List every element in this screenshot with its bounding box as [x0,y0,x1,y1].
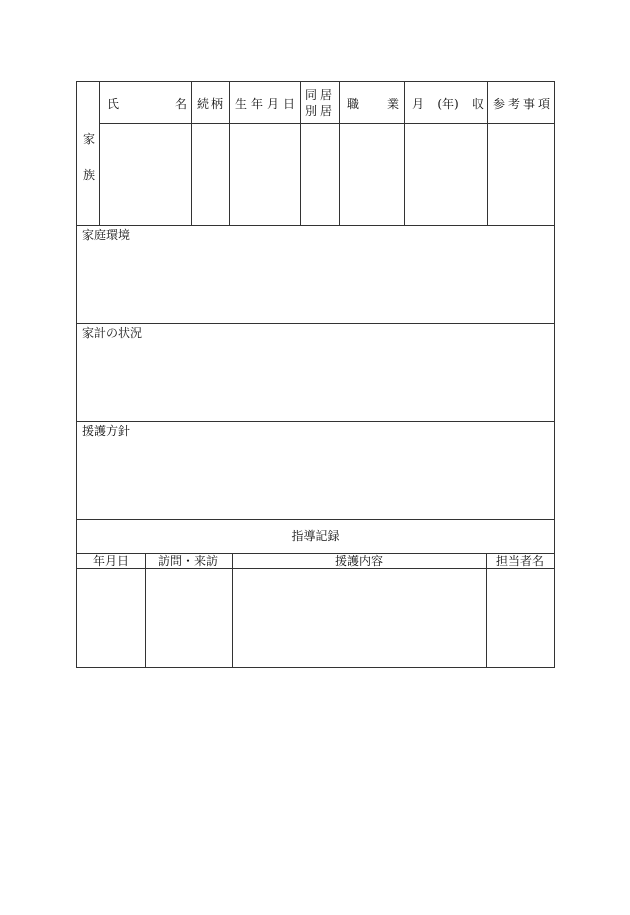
header-name [107,97,187,111]
header-occupation [347,97,399,111]
header-relation: 続柄 [197,97,226,111]
header-birthdate: 生年月日 [235,97,300,111]
header-income-year: (年) [437,97,459,111]
guidance-col-date: 年月日 [92,554,129,568]
guidance-col-divider [145,553,146,667]
family-col-divider [300,82,301,225]
guidance-col-staff: 担当者名 [495,554,544,568]
header-income [412,97,484,111]
family-col-divider [404,82,405,225]
support-policy-label: 援護方針 [82,424,131,438]
guidance-col-divider [232,553,233,667]
family-col-divider [229,82,230,225]
family-divider-label [99,82,100,225]
header-notes: 参考事項 [493,97,554,111]
header-cohab-separate: 別居 [305,104,336,118]
header-occupation-second: 業 [386,97,399,111]
family-label-bottom: 族 [83,168,96,182]
family-record-form [76,81,555,668]
family-col-divider [339,82,340,225]
home-environment-divider [77,323,554,324]
home-environment-label: 家庭環境 [82,228,131,242]
family-col-divider [487,82,488,225]
household-finance-label: 家計の状況 [82,326,143,340]
support-policy-divider [77,519,554,520]
guidance-col-visit: 訪問・来訪 [157,554,218,568]
guidance-title: 指導記録 [291,529,340,543]
guidance-col-content: 援護内容 [334,554,383,568]
header-occupation-first: 職 [347,97,360,111]
guidance-col-divider [486,553,487,667]
family-col-divider [191,82,192,225]
header-cohab-same: 同居 [305,88,336,102]
guidance-header-divider [77,568,554,569]
header-income-month: 月 [412,97,425,111]
header-income-income: 収 [471,97,484,111]
family-label-top: 家 [83,132,96,146]
header-name-first: 氏 [107,97,120,111]
family-bottom-divider [77,225,554,226]
header-name-second: 名 [174,97,187,111]
household-finance-divider [77,421,554,422]
